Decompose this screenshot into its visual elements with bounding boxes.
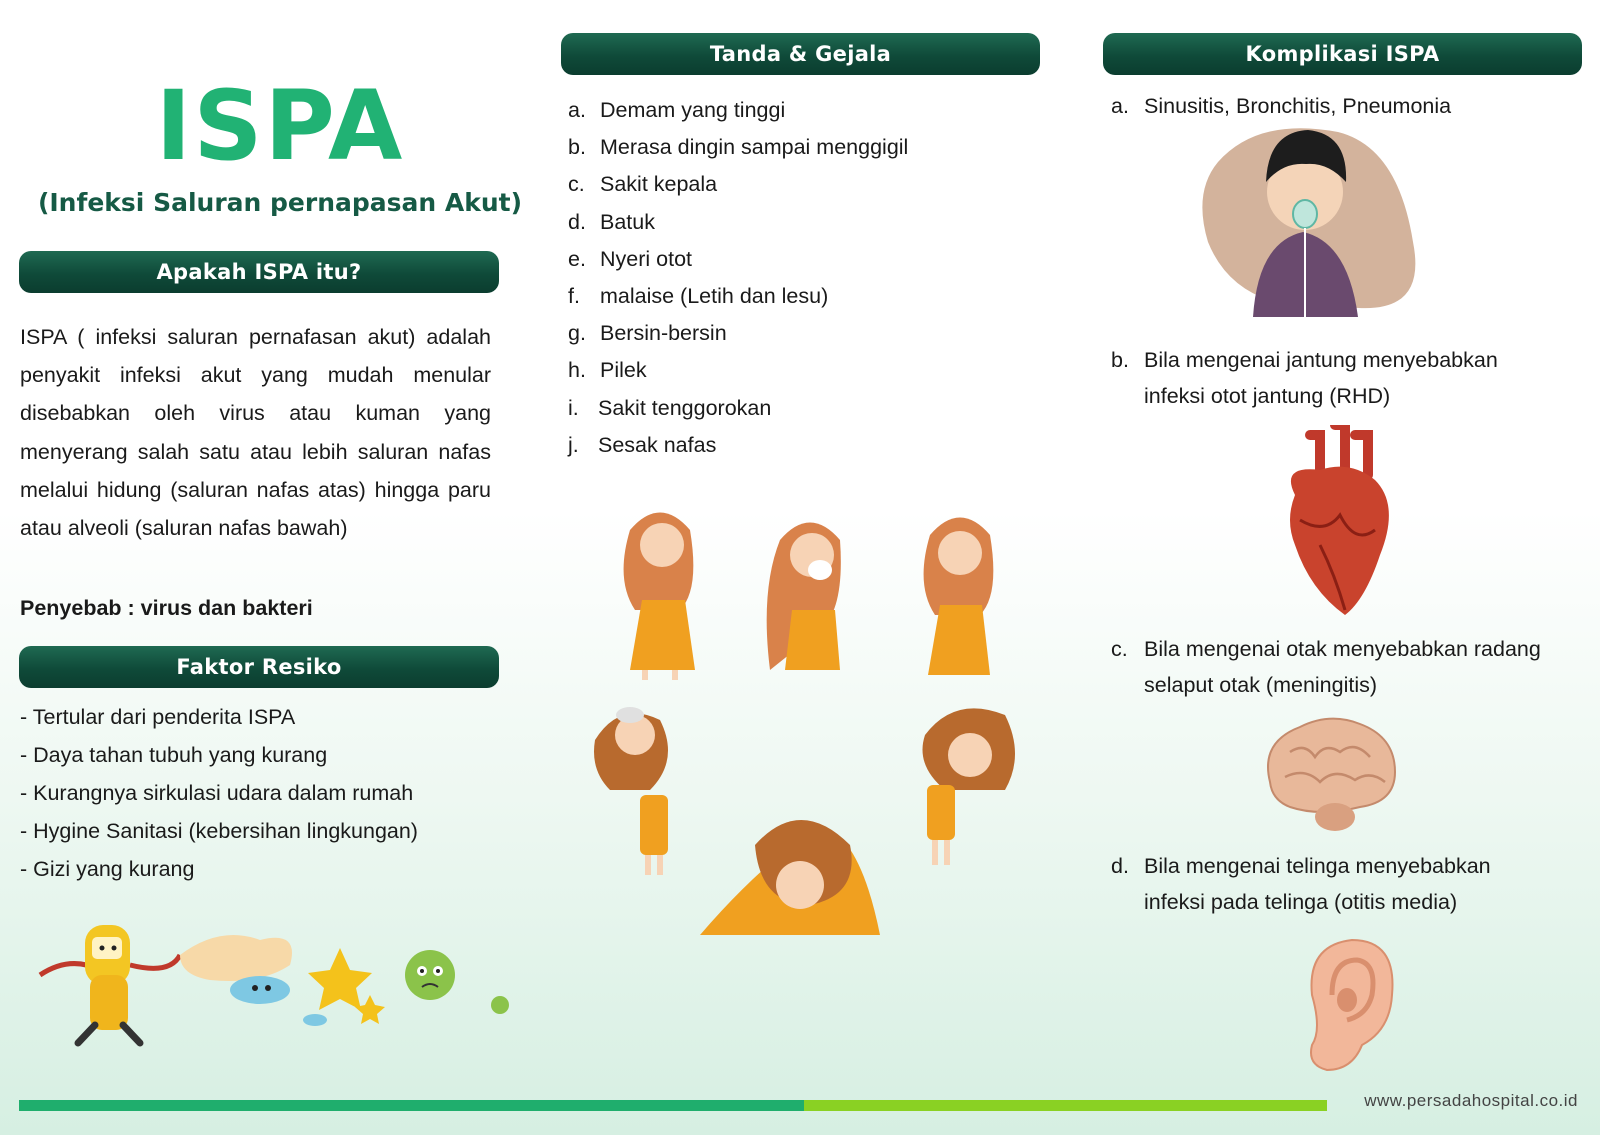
ear-icon <box>1292 935 1402 1075</box>
heart-icon <box>1280 425 1400 620</box>
symptom-item: e. Nyeri otot <box>568 246 693 271</box>
symptom-item: g. Bersin-bersin <box>568 321 727 346</box>
symptom-item: i. Sakit tenggorokan <box>568 395 772 420</box>
brain-icon <box>1260 712 1400 842</box>
sick-girl-illustrations <box>590 500 1050 970</box>
risk-factor-item: - Hygine Sanitasi (kebersihan lingkungan) <box>20 819 418 843</box>
definition-paragraph: ISPA ( infeksi saluran pernafasan akut) adalah penyakit infeksi akut yang mudah menular disebabkan oleh virus atau kuman yang menyerang salah satu atau lebih saluran nafas melalui hidung (saluran nafas atas) hingga paru atau alveoli (saluran nafas bawah) <box>20 325 491 541</box>
section-header-risk: Faktor Resiko <box>19 646 499 688</box>
cause-line: Penyebab : virus dan bakteri <box>20 596 313 620</box>
section-header-symptoms: Tanda & Gejala <box>561 33 1040 75</box>
risk-factor-item: - Kurangnya sirkulasi udara dalam rumah <box>20 781 414 805</box>
risk-factor-item: - Tertular dari penderita ISPA <box>20 705 296 729</box>
symptom-item: f. malaise (Letih dan lesu) <box>568 284 829 309</box>
risk-factor-list <box>20 698 418 888</box>
footer-bar-lime <box>804 1100 1327 1111</box>
complication-item: d. Bila mengenai telinga menyebabkan infeksi pada telinga (otitis media) <box>1111 854 1491 914</box>
symptom-item: c. Sakit kepala <box>568 172 718 197</box>
symptom-list <box>568 92 908 464</box>
page-title: ISPA <box>155 70 405 182</box>
patient-oxygen-mask-icon <box>1198 122 1433 317</box>
symptom-item: h. Pilek <box>568 358 647 383</box>
page-subtitle: (Infeksi Saluran pernapasan Akut) <box>37 188 523 217</box>
germ-fighter-illustration <box>30 915 540 1055</box>
complication-item: b. Bila mengenai jantung menyebabkan infeksi otot jantung (RHD) <box>1111 348 1498 408</box>
symptom-item: d. Batuk <box>568 209 655 234</box>
complication-item: c. Bila mengenai otak menyebabkan radang selaput otak (meningitis) <box>1111 637 1541 697</box>
complication-item: a. Sinusitis, Bronchitis, Pneumonia <box>1111 94 1452 118</box>
symptom-item: a. Demam yang tinggi <box>568 98 786 122</box>
symptom-item: j. Sesak nafas <box>568 432 717 457</box>
section-header-complications: Komplikasi ISPA <box>1103 33 1582 75</box>
risk-factor-item: - Gizi yang kurang <box>20 857 195 881</box>
risk-factor-item: - Daya tahan tubuh yang kurang <box>20 743 328 767</box>
symptom-item: b. Merasa dingin sampai menggigil <box>568 135 909 160</box>
footer-bar-green <box>19 1100 804 1111</box>
footer-website[interactable]: www.persadahospital.co.id <box>1364 1091 1578 1110</box>
section-header-what: Apakah ISPA itu? <box>19 251 499 293</box>
